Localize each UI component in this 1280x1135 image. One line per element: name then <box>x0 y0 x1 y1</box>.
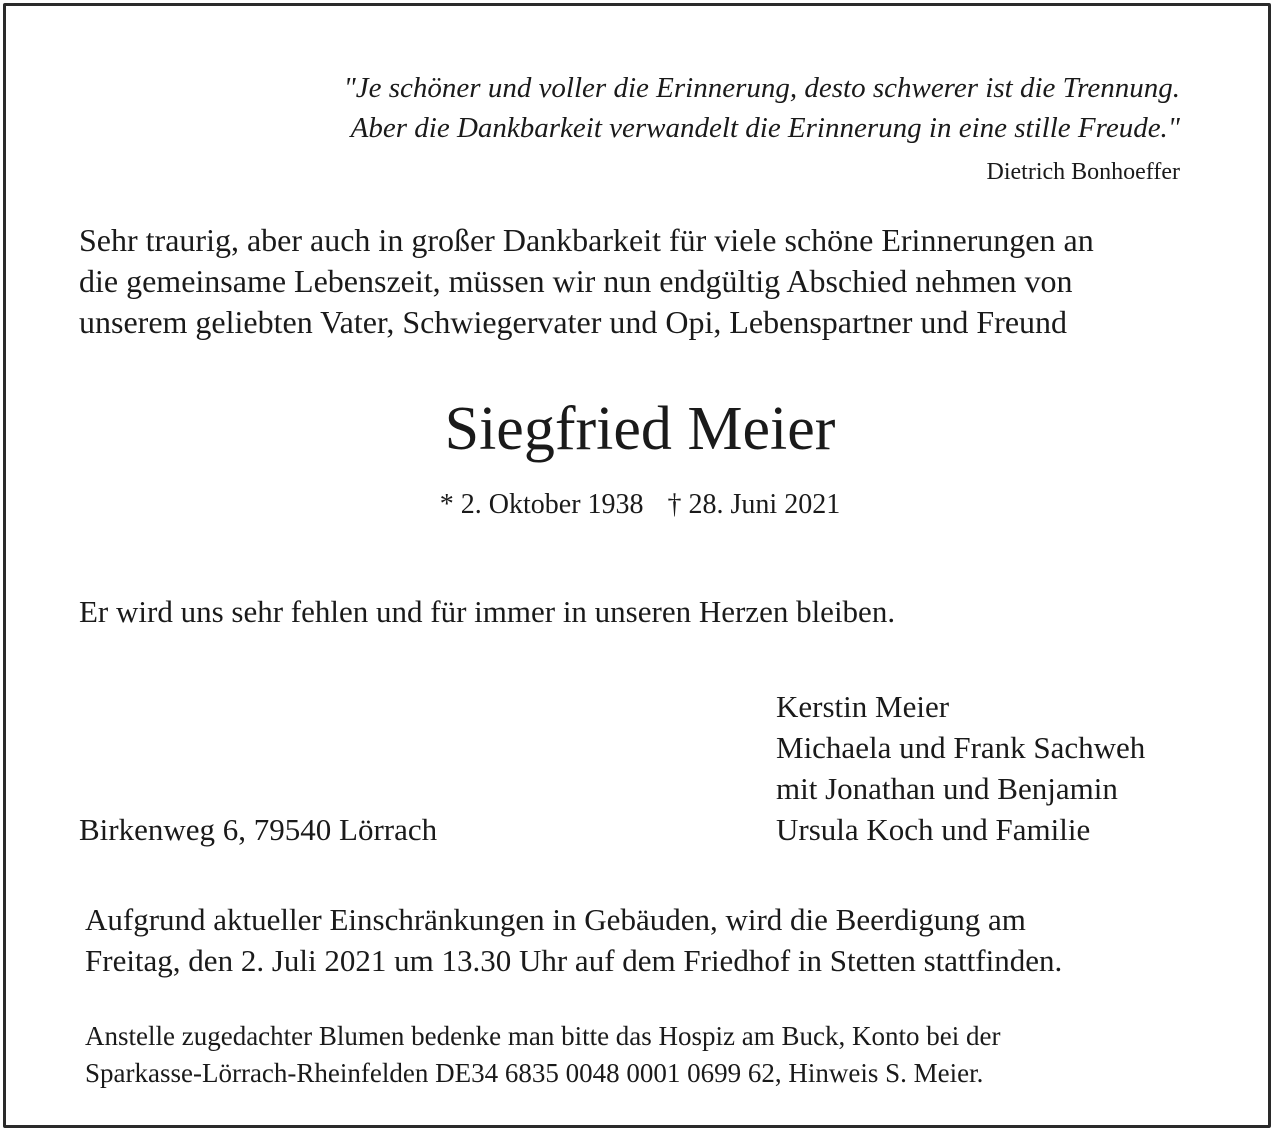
mourner-4: Ursula Koch und Familie <box>776 812 1091 847</box>
quote-author: Dietrich Bonhoeffer <box>986 159 1180 185</box>
intro-paragraph <box>79 220 1094 343</box>
birth-date: * 2. Oktober 1938 <box>439 489 644 520</box>
deceased-name: Siegfried Meier <box>444 395 836 463</box>
life-dates <box>6 487 1274 523</box>
donation-note <box>85 1018 1000 1092</box>
donation-line-2: Sparkasse-Lörrach-Rheinfelden DE34 6835 0048 0001 0699 62, Hinweis S. Meier. <box>85 1058 984 1088</box>
intro-line-2: die gemeinsame Lebenszeit, müssen wir nun endgültig Abschied nehmen von <box>79 263 1073 299</box>
funeral-line-1: Aufgrund aktueller Einschränkungen in Gebäuden, wird die Beerdigung am <box>85 902 1026 937</box>
mourner-1: Kerstin Meier <box>776 689 950 724</box>
mourner-2: Michaela und Frank Sachweh <box>776 730 1146 765</box>
quote-line-2: Aber die Dankbarkeit verwandelt die Erinnerung in eine stille Freude." <box>350 112 1180 144</box>
mourner-3: mit Jonathan und Benjamin <box>776 771 1118 806</box>
mourners-list <box>776 686 1145 850</box>
quote-line-1: "Je schöner und voller die Erinnerung, desto schwerer ist die Trennung. <box>343 72 1180 104</box>
obituary-notice <box>3 3 1271 1128</box>
family-address: Birkenweg 6, 79540 Lörrach <box>79 812 438 847</box>
bonhoeffer-quote <box>344 68 1180 148</box>
intro-line-3: unserem geliebten Vater, Schwiegervater und Opi, Lebenspartner und Freund <box>79 304 1068 340</box>
death-date: † 28. Juni 2021 <box>667 489 841 520</box>
funeral-line-2: Freitag, den 2. Juli 2021 um 13.30 Uhr auf dem Friedhof in Stetten stattfinden. <box>85 943 1063 978</box>
funeral-info <box>85 899 1062 981</box>
donation-line-1: Anstelle zugedachter Blumen bedenke man bitte das Hospiz am Buck, Konto bei der <box>85 1021 1001 1051</box>
closing-sentence: Er wird uns sehr fehlen und für immer in unseren Herzen bleiben. <box>79 594 896 629</box>
intro-line-1: Sehr traurig, aber auch in großer Dankbarkeit für viele schöne Erinnerungen an <box>79 222 1094 258</box>
